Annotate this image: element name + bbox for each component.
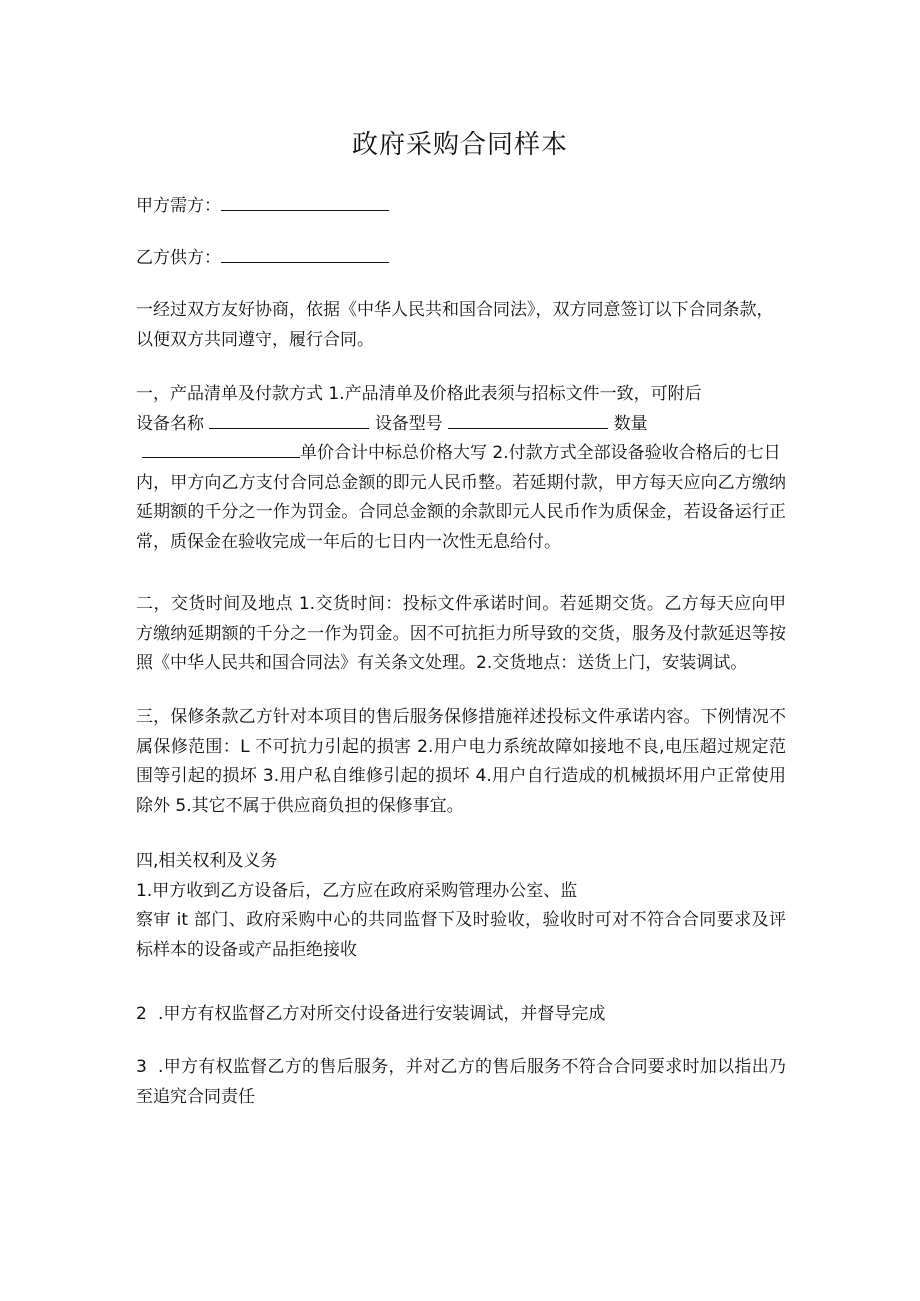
- party-a-line: [136, 192, 389, 218]
- item-3-text: .甲方有权监督乙方的售后服务，并对乙方的售后服务不符合合同要求时加以指出乃至追究合同责任: [136, 1057, 786, 1107]
- section-4-item-2: [136, 1000, 786, 1030]
- section-4: [136, 847, 786, 965]
- section-1-line-1: 一，产品清单及付款方式 1.产品清单及价格此表须与招标文件一致，可附后: [136, 384, 702, 404]
- device-name-blank: [209, 410, 369, 429]
- section-1-rest: 内，甲方向乙方支付合同总金额的即元人民币整。若延期付款，甲方每天应向乙方缴纳延期额的千分之一作为罚金。合同总金额的余款即元人民币作为质保金，若设备运行正常，质保金在验收完成一年后的七日内一次性无息给付。: [136, 472, 786, 552]
- device-name-label: 设备名称: [136, 413, 204, 434]
- item-2-text: .甲方有权监督乙方对所交付设备进行安装调试，并督导完成: [158, 1004, 606, 1024]
- section-1: [136, 380, 786, 557]
- section-4-item-1-line-1: 1.甲方收到乙方设备后，乙方应在政府采购管理办公室、监: [136, 880, 578, 901]
- section-1-line-3: [136, 439, 786, 469]
- section-4-heading: 四,相关权利及义务: [136, 851, 278, 871]
- intro-line-1: 一经过双方友好协商，依据《中华人民共和国合同法》，双方同意签订以下合同条款，: [136, 300, 774, 320]
- quantity-blank: [142, 439, 300, 458]
- party-b-line: [136, 244, 389, 270]
- device-model-label: 设备型号: [374, 413, 443, 434]
- device-model-blank: [448, 410, 608, 429]
- section-3: 三，保修条款乙方针对本项目的售后服务保修措施祥述投标文件承诺内容。下例情况不属保修范围：L 不可抗力引起的损害 2.用户电力系统故障如接地不良,电压超过规定范围等引起的损坏 3.用户私自维修引起的损坏 4.用户自行造成的机械损坏用户正常使用除外 5.其它不属于供应商负担的保修事宜。: [136, 707, 786, 816]
- intro-line-2: 以便双方共同遵守，履行合同。: [136, 329, 374, 350]
- party-a-label: 甲方需方：: [136, 196, 221, 216]
- section-1-device-row: [136, 410, 786, 440]
- quantity-label: 数量: [613, 413, 648, 434]
- item-2-number: 2: [136, 1004, 147, 1024]
- section-1-line-3-text: 单价合计中标总价格大写 2.付款方式全部设备验收合格后的七日: [300, 443, 781, 463]
- party-b-blank: [221, 244, 389, 263]
- section-2: 二，交货时间及地点 1.交货时间：投标文件承诺时间。若延期交货。乙方每天应向甲方缴纳延期额的千分之一作为罚金。因不可抗拒力所导致的交货，服务及付款延迟等按照《中华人民共和国合同法》有关条文处理。2.交货地点：送货上门，安装调试。: [136, 594, 786, 673]
- intro-paragraph: [136, 296, 786, 355]
- document-title: 政府采购合同样本: [351, 130, 568, 160]
- section-4-item-3: [136, 1053, 786, 1112]
- section-4-item-1-rest: 察审 it 部门、政府采购中心的共同监督下及时验收，验收时可对不符合合同要求及评标样本的设备或产品拒绝接收: [136, 910, 786, 960]
- item-3-number: 3: [136, 1057, 147, 1077]
- party-a-blank: [221, 192, 389, 211]
- party-b-label: 乙方供方：: [136, 248, 221, 268]
